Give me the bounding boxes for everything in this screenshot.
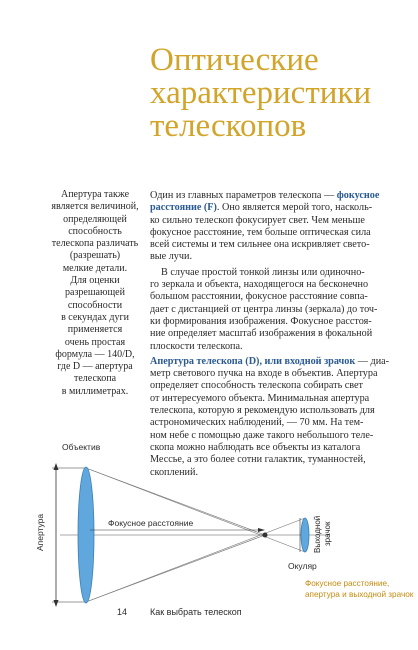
figure-caption — [305, 579, 414, 600]
text-run: скоплений. — [150, 466, 199, 478]
running-footer: Как выбрать телескоп — [150, 607, 242, 617]
eyepiece-label: Окуляр — [288, 561, 317, 571]
text-run: — диа- — [355, 355, 390, 367]
aperture-label: Апертура — [35, 513, 45, 551]
light-ray — [86, 535, 265, 602]
arrow-head-bottom — [54, 600, 59, 607]
text-run: всей системы и тем сильнее она искривляет свето- — [150, 239, 370, 251]
sidenote-line: мелкие детали. — [62, 262, 128, 274]
sidenote-line: является величиной, — [51, 201, 139, 213]
sidenote-line: формула — 140/D, — [55, 348, 135, 360]
caption-line: Фокусное расстояние, — [305, 579, 390, 588]
text-line — [150, 316, 388, 328]
text-line — [150, 239, 388, 251]
text-line — [150, 405, 388, 417]
sidenote-line: Апертура также — [60, 189, 130, 200]
text-run: плоскости телескопа. — [150, 340, 243, 352]
sidenote-line: применяется — [67, 324, 123, 336]
arrow-head-top — [54, 463, 59, 470]
text-line — [150, 190, 388, 202]
text-line — [150, 202, 388, 214]
objective-lens — [78, 467, 94, 603]
title-line: характеристики — [150, 75, 372, 111]
text-line — [150, 380, 388, 392]
exit-pupil-label: Выходной — [313, 515, 322, 553]
text-run: ние определяет масштаб изображения в фокальной — [150, 328, 373, 340]
text-run: ки формирования изображения. Фокусное расстоя- — [150, 315, 372, 327]
sidenote-line: разрешающей — [65, 287, 125, 299]
sidenote-line: определяющей — [63, 213, 127, 225]
text-run: скопа можно наблюдать все объекты из каталога — [150, 441, 361, 453]
text-line — [150, 356, 388, 368]
sidenote-line: Для оценки — [70, 275, 120, 287]
term-highlight: фокусное — [336, 190, 380, 201]
sidenote-line: способность — [68, 225, 122, 237]
focal-length-label: Фокусное расстояние — [108, 518, 194, 528]
text-line — [150, 341, 388, 353]
sidenote-line: телескопа — [73, 373, 117, 385]
exit-pupil-label: зрачок — [323, 521, 332, 546]
text-run: Мессье, а это более сотни галактик, туманностей, — [150, 454, 366, 466]
text-run: определяет способность телескопа собирать свет — [150, 380, 364, 392]
text-line — [150, 215, 388, 227]
caption-line: апертура и выходной зрачок — [305, 589, 414, 599]
sidenote-line: в секундах дуги — [61, 311, 129, 323]
text-run: го зеркала и объекта, находящегося на бесконечно — [150, 279, 369, 291]
sidenote-line: телескопа различать — [51, 238, 139, 250]
sidenote-line: в миллиметрах. — [61, 385, 129, 397]
term-highlight: Апертура телескопа (D), или входной зрачок — [150, 355, 356, 367]
text-run: метр светового пучка на входе в объектив. Апертура — [150, 368, 378, 380]
text-line — [150, 393, 388, 405]
sidenote-line: где D — апертура — [57, 361, 133, 373]
text-run: ном небе с помощью даже такого небольшого теле- — [150, 429, 374, 441]
text-run: астрономических наблюдений, — 70 мм. На тем- — [150, 417, 364, 429]
text-run: от интересуемого объекта. Минимальная апертура — [150, 392, 370, 404]
arrow-head-right — [258, 528, 265, 532]
text-run: Один из главных параметров телескопа — — [150, 190, 337, 201]
text-run: ко сильно телескоп фокусирует свет. Чем меньше — [150, 214, 365, 226]
sidenote-line: (разрешать) — [69, 250, 121, 262]
sidenote — [44, 189, 146, 398]
objective-label: Объектив — [62, 442, 101, 452]
text-run: В случае простой тонкой линзы или одиночно- — [161, 266, 365, 278]
page-title — [150, 44, 412, 143]
text-line — [150, 328, 388, 340]
title-line: телескопов — [150, 108, 307, 144]
text-run: . Оно является мерой того, насколь- — [216, 202, 373, 214]
text-line — [150, 291, 388, 303]
text-line — [150, 304, 388, 316]
eyepiece-lens — [301, 518, 309, 552]
text-line — [150, 368, 388, 380]
title-line: Оптические — [150, 42, 319, 78]
text-run: телескопа, которую я рекомендую использовать для — [150, 405, 375, 417]
focal-point — [263, 533, 268, 538]
term-highlight: расстояние (F) — [150, 202, 217, 214]
text-run: вые лучи. — [150, 251, 193, 263]
sidenote-line: очень простая — [64, 336, 126, 348]
page-number: 14 — [117, 607, 128, 617]
text-run: фокусное расстояние, тем больше оптическая сила — [150, 226, 371, 238]
text-run: дает с дистанцией от центра линзы (зеркала) до точ- — [150, 303, 378, 315]
sidenote-line: способности — [67, 299, 123, 311]
text-line — [150, 267, 388, 279]
text-run: большом расстоянии, фокусное расстояние совпа- — [150, 291, 368, 303]
text-line — [150, 251, 388, 263]
text-line — [150, 279, 388, 291]
text-line — [150, 417, 388, 429]
text-line — [150, 227, 388, 239]
